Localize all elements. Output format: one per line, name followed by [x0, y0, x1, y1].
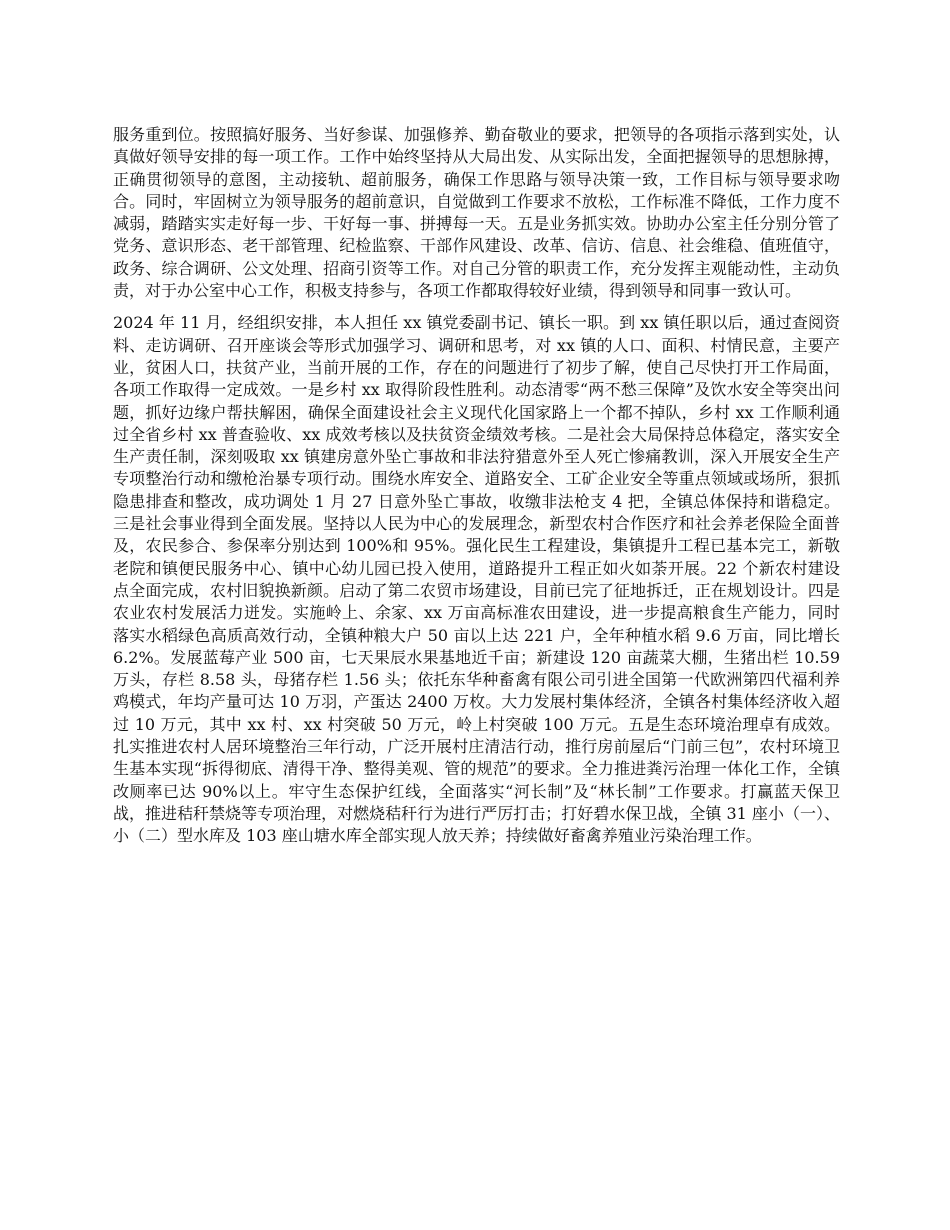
document-body — [113, 124, 840, 848]
paragraph-2: 2024 年 11 月，经组织安排，本人担任 xx 镇党委副书记、镇长一职。到 xx 镇任职以后，通过查阅资料、走访调研、召开座谈会等形式加强学习、调研和思考，对 xx 镇的人口、面积、村情民意，主要产业，贫困人口，扶贫产业，当前开展的工作，存在的问题进行了初步了解，使自己尽快打开工作局面，各项工作取得一定成效。一是乡村 xx 取得阶段性胜利。动态清零“两不愁三保障”及饮水安全等突出问题，抓好边缘户帮扶解困，确保全面建设社会主义现代化国家路上一个都不掉队，乡村 xx 工作顺利通过全省乡村 xx 普查验收、xx 成效考核以及扶贫资金绩效考核。二是社会大局保持总体稳定，落实安全生产责任制，深刻吸取 xx 镇建房意外坠亡事故和非法狩猎意外至人死亡惨痛教训，深入开展安全生产专项整治行动和缴枪治暴专项行动。围绕水库安全、道路安全、工矿企业安全等重点领域或场所，狠抓隐患排查和整改，成功调处 1 月 27 日意外坠亡事故，收缴非法枪支 4 把，全镇总体保持和谐稳定。三是社会事业得到全面发展。坚持以人民为中心的发展理念，新型农村合作医疗和社会养老保险全面普及，农民参合、参保率分别达到 100%和 95%。强化民生工程建设，集镇提升工程已基本完工，新敬老院和镇便民服务中心、镇中心幼儿园已投入使用，道路提升工程正如火如荼开展。22 个新农村建设点全面完成，农村旧貌换新颜。启动了第二农贸市场建设，目前已完了征地拆迁，正在规划设计。四是农业农村发展活力迸发。实施岭上、余家、xx 万亩高标准农田建设，进一步提高粮食生产能力，同时落实水稻绿色高质高效行动，全镇种粮大户 50 亩以上达 221 户，全年种植水稻 9.6 万亩，同比增长 6.2%。发展蓝莓产业 500 亩，七天果辰水果基地近千亩；新建设 120 亩蔬菜大棚，生猪出栏 10.59 万头，存栏 8.58 头，母猪存栏 1.56 头；依托东华种畜禽有限公司引进全国第一代欧洲第四代福利养鸡模式，年均产量可达 10 万羽，产蛋达 2400 万枚。大力发展村集体经济，全镇各村集体经济收入超过 10 万元，其中 xx 村、xx 村突破 50 万元，岭上村突破 100 万元。五是生态环境治理卓有成效。扎实推进农村人居环境整治三年行动，广泛开展村庄清洁行动，推行房前屋后“门前三包”，农村环境卫生基本实现“拆得彻底、清得干净、整得美观、管的规范”的要求。全力推进粪污治理一体化工作，全镇改厕率已达 90%以上。牢守生态保护红线，全面落实“河长制”及“林长制”工作要求。打赢蓝天保卫战，推进秸秆禁烧等专项治理，对燃烧秸秆行为进行严厉打击；打好碧水保卫战，全镇 31 座小（一）、小（二）型水库及 103 座山塘水库全部实现人放天养；持续做好畜禽养殖业污染治理工作。 — [113, 313, 840, 846]
paragraph-1: 服务重到位。按照搞好服务、当好参谋、加强修养、勤奋敬业的要求，把领导的各项指示落到实处，认真做好领导安排的每一项工作。工作中始终坚持从大局出发、从实际出发，全面把握领导的思想脉搏，正确贯彻领导的意图，主动接轨、超前服务，确保工作思路与领导决策一致，工作目标与领导要求吻合。同时，牢固树立为领导服务的超前意识，自觉做到工作要求不放松，工作标准不降低，工作力度不减弱，踏踏实实走好每一步、干好每一事、拼搏每一天。五是业务抓实效。协助办公室主任分别分管了党务、意识形态、老干部管理、纪检监察、干部作风建设、改革、信访、信息、社会维稳、值班值守，政务、综合调研、公文处理、招商引资等工作。对自己分管的职责工作，充分发挥主观能动性，主动负责，对于办公室中心工作，积极支持参与，各项工作都取得较好业绩，得到领导和同事一致认可。 — [113, 125, 840, 301]
